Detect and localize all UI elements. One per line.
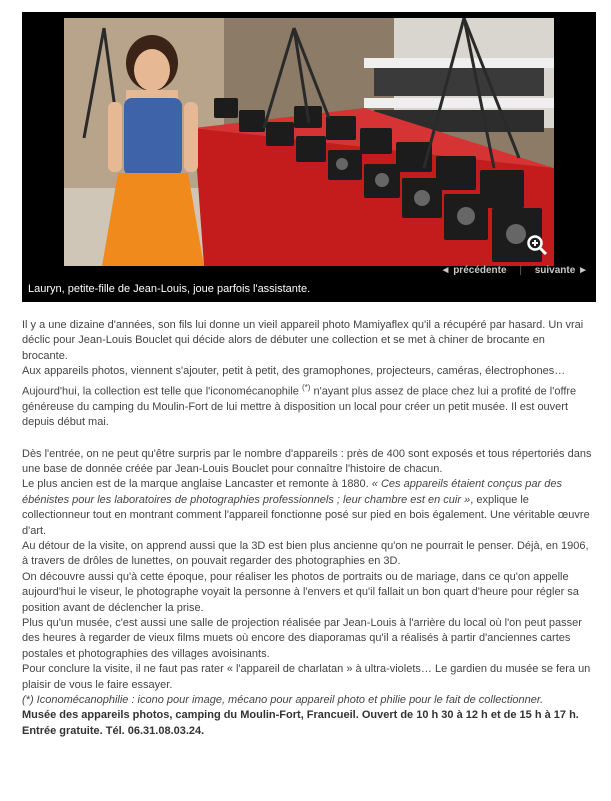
gallery-photo[interactable] [64,18,554,266]
quote: « Ces appareils étaient conçus par des ébénistes pour les laboratoires de photographies professionnels ; leur chambre est en cuir » [22,478,562,506]
article-body [22,318,592,739]
next-link[interactable] [535,265,588,276]
paragraph: Au détour de la visite, on apprend aussi que la 3D est bien plus ancienne qu'on ne pourrait le penser. Déjà, en 1906, à travers de drôles de lunettes, on pouvait regarder des photographies en 3D. [22,539,589,568]
gallery-navigation [431,265,588,276]
photo-gallery [22,12,596,302]
zoom-in-icon[interactable] [526,234,548,256]
footnote-marker: (*) [301,382,311,392]
paragraph: Il y a une dizaine d'années, son fils lui donne un vieil appareil photo Mamiyaflex qu'il a récupéré par hasard. Un vrai déclic pour Jean-Louis Bouclet qui décide alors de débuter une collection et se met à chiner de brocante en brocante. [22,319,584,362]
museum-info: Musée des appareils photos, camping du Moulin-Fort, Francueil. Ouvert de 10 h 30 à 12 h et de 15 h à 17 h. Entrée gratuite. Tél. 06.31.08.03.24. [22,709,579,737]
next-label: suivante [534,265,576,276]
paragraph: Pour conclure la visite, il ne faut pas rater « l'appareil de charlatan » à ultra-violets… Le gardien du musée se fera un plaisir de vous le faire essayer. [22,663,591,691]
paragraph: Aux appareils photos, viennent s'ajouter, petit à petit, des gramophones, projecteurs, caméras, électrophones… [22,365,566,378]
previous-arrow-icon: ◄ [440,265,451,276]
photo-caption: Lauryn, petite-fille de Jean-Louis, joue parfois l'assistante. [28,283,311,295]
footnote: (*) Iconomécanophilie : icono pour image, mécano pour appareil photo et philie pour le fait de collectionner. [22,694,544,706]
nav-separator: | [519,265,522,276]
paragraph: On découvre aussi qu'à cette époque, pour réaliser les photos de portraits ou de mariage, dans ce qu'on appelle aujourd'hui le viseur, le photographe voyait la personne à l'envers et qu'il fallait un bon quart d'heure pour régler sa position avant de déclencher la prise. [22,570,579,614]
museum-photo-illustration [64,18,554,266]
previous-link[interactable] [441,265,510,276]
next-arrow-icon: ► [578,265,588,276]
paragraph: Aujourd'hui, la collection est telle que l'iconomécanophile (*) n'ayant plus assez de place chez lui a profité de l'offre généreuse du camping du Moulin-Fort de lui mettre à disposition un local pour créer un petit musée. Il est ouvert depuis début mai. [22,382,577,429]
previous-label: précédente [453,265,507,276]
paragraph: Le plus ancien est de la marque anglaise Lancaster et remonte à 1880. « Ces appareils étaient conçus par des ébénistes pour les laboratoires de photographies professionnels ; leur chambre est en cuir », explique le collectionneur tout en montrant comment l'appareil fonctionne posé sur pied en bois également. Une véritable œuvre d'art. [22,478,590,537]
paragraph: Dès l'entrée, on ne peut qu'être surpris par le nombre d'appareils : près de 400 sont exposés et tous répertoriés dans une base de donnée créée par Jean-Louis Bouclet pour connaître l'histoire de chacun. [22,447,592,475]
paragraph: Plus qu'un musée, c'est aussi une salle de projection réalisée par Jean-Louis à l'arrière du local où l'on peut passer des heures à regarder de vieux films muets où encore des diaporamas qu'il a réalisés à partir d'anciennes cartes postales et photographies des villages avoisinants. [22,616,582,660]
